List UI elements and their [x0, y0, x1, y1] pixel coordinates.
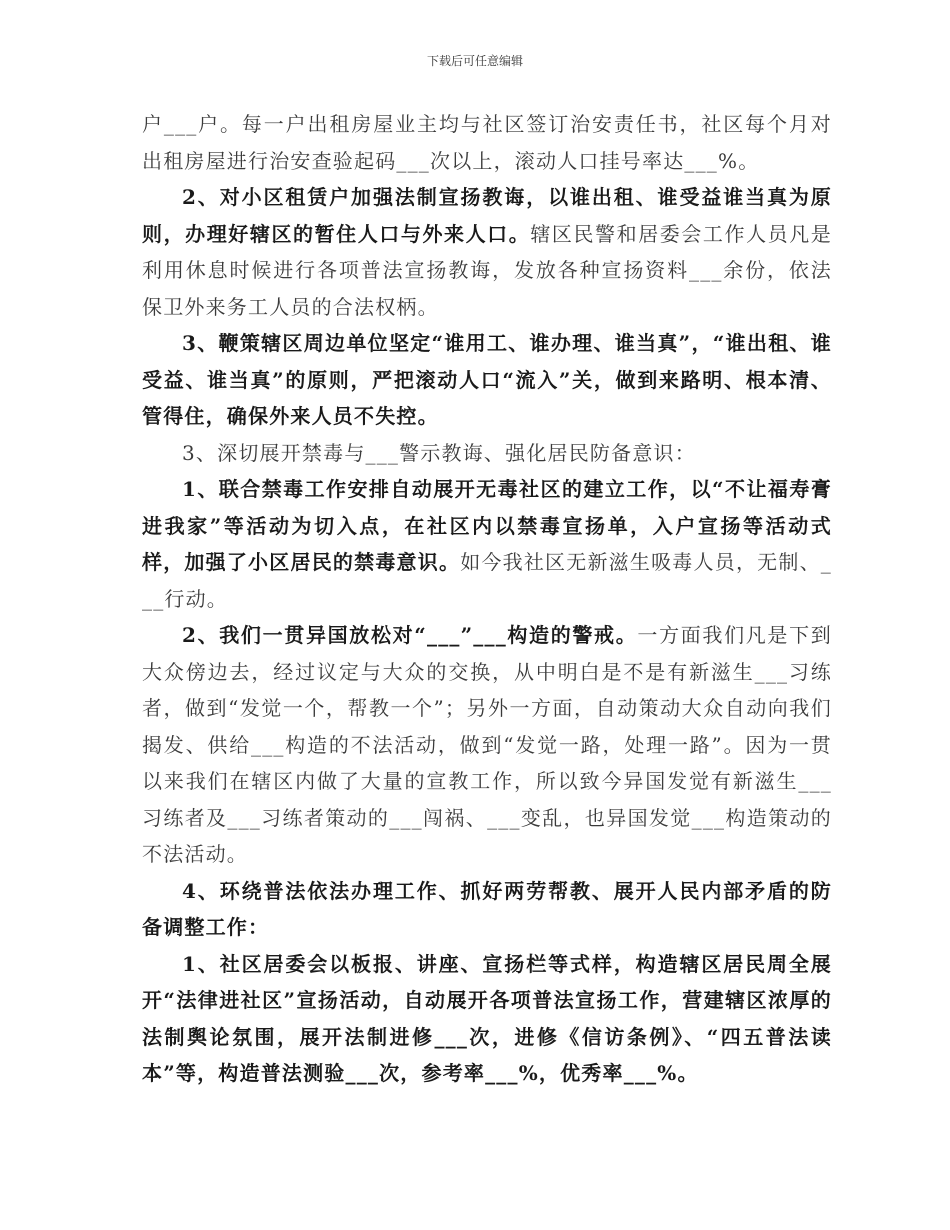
text-run-bold: 1、联合禁毒工作安排自动展开无毒社区的建立工作，以“不让福寿膏进我家”等活动为切入点，在社区内以禁毒宣扬单，入户宣扬等活动式样，加强了小区居民的禁毒意识。	[142, 477, 832, 574]
section-heading-drug-prevention	[142, 435, 832, 472]
text-run-bold: 4、环绕普法依法办理工作、抓好两劳帮教、展开人民内部矛盾的防备调整工作：	[142, 878, 832, 939]
paragraph-rental-education	[142, 179, 832, 325]
text-run-bold: 3、鞭策辖区周边单位坚定“谁用工、谁办理、谁当真”，“谁出租、谁受益、谁当真”的原则，严把滚动人口“流入”关，做到来路明、根本清、管得住，确保外来人员不失控。	[142, 331, 832, 428]
text-run: 一方面我们凡是下到大众傍边去，经过议定与大众的交换，从中明白是不是有新滋生___习练者，做到“发觉一个，帮教一个”；另外一方面，自动策动大众自动向我们揭发、供给___构造的不法活动，做到“发觉一路，处理一路”。因为一贯以来我们在辖区内做了大量的宣教工作，所以致今异国发觉有新滋生___习练者及___习练者策动的___闯祸、___变乱，也异国发觉___构造策动的不法活动。	[142, 623, 832, 866]
text-run: 3、深切展开禁毒与___警示教诲、强化居民防备意识：	[182, 440, 696, 465]
document-body	[142, 106, 832, 1092]
text-run-bold: 2、我们一贯异国放松对“___”___构造的警戒。	[182, 623, 638, 647]
paragraph-drug-free-community	[142, 471, 832, 617]
text-run: 辖区民警和居委会工作人员凡是利用休息时候进行各项普法宣扬教诲，发放各种宣扬资料___余份，依法保卫外来务工人员的合法权柄。	[142, 221, 832, 319]
text-run-bold: 1、社区居委会以板报、讲座、宣扬栏等式样，构造辖区居民周全展开“法律进社区”宣扬活动，自动展开各项普法宣扬工作，营建辖区浓厚的法制舆论氛围，展开法制进修___次，进修《信访条例》、“四五普法读本”等，构造普法测验___次，参考率___%，优秀率___%。	[142, 951, 832, 1085]
text-run: 如今我社区无新滋生吸毒人员，无制、___行动。	[142, 550, 832, 611]
section-heading-legal-education	[142, 873, 832, 946]
paragraph-law-in-community	[142, 946, 832, 1092]
paragraph-continuation	[142, 106, 832, 179]
paragraph-surrounding-units	[142, 325, 832, 435]
text-run-bold: 2、对小区租赁户加强法制宣扬教诲，以谁出租、谁受益谁当真为原则，办理好辖区的暂住人口与外来人口。	[142, 185, 832, 246]
text-run: 户___户。每一户出租房屋业主均与社区签订治安责任书，社区每个月对出租房屋进行治安查验起码___次以上，滚动人口挂号率达___%。	[142, 112, 832, 173]
page-header: 下载后可任意编辑	[426, 54, 523, 68]
paragraph-vigilance	[142, 617, 832, 873]
